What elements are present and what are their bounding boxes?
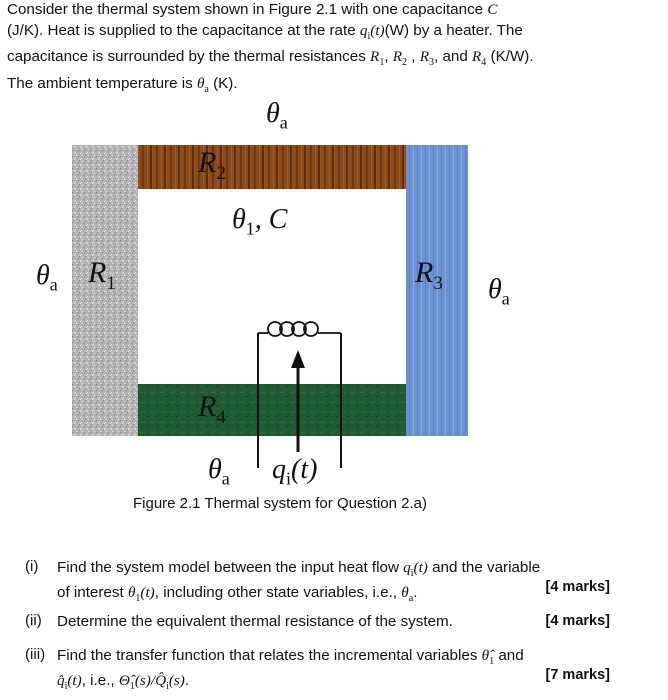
marks-badge: [4 marks] (545, 613, 610, 629)
question-number: (iii) (25, 646, 46, 663)
bottom-wall-r4 (138, 384, 406, 436)
heat-flow-arrowhead (291, 350, 305, 368)
question-number: (i) (25, 558, 39, 575)
intro-text-6: (K/W). (490, 48, 534, 66)
top-wall-r2 (138, 145, 406, 189)
question-iii (0, 646, 640, 693)
heat-rate-symbol: $q_i(t)$ (359, 21, 385, 42)
r1-symbol: $R_1$ (370, 48, 385, 69)
r3-symbol: $R_3$ (419, 48, 434, 69)
heat-input-label: $q_i(t)$ (272, 454, 318, 489)
theta-a-bottom: $\theta_a$ (208, 454, 230, 489)
intro-text-1: Consider the thermal system shown in Figure 2.1 with one capacitance (7, 1, 484, 18)
theta-a-top: $\theta_a$ (266, 98, 288, 133)
r3-label: $R_3$ (415, 256, 443, 294)
heater-coil-icon (258, 322, 341, 336)
question-number: (ii) (25, 612, 42, 629)
intro-text-4: capacitance is surrounded by the thermal resistances (7, 48, 366, 66)
ambient-symbol: $\theta_a$ (196, 74, 209, 95)
r4-label: $R_4$ (198, 390, 226, 428)
marks-badge: [4 marks] (545, 579, 610, 595)
capacitance-symbol: C (487, 1, 498, 18)
r2-symbol: $R_2$ (392, 48, 408, 69)
r2-label: $R_2$ (198, 146, 226, 184)
figure-caption: Figure 2.1 Thermal system for Question 2.a) (132, 495, 427, 512)
node-theta1-c: $\theta_1$, C (232, 204, 288, 239)
marks-badge: [7 marks] (545, 667, 610, 683)
question-ii (0, 612, 640, 634)
question-i (0, 558, 640, 605)
theta-a-right: $\theta_a$ (488, 274, 510, 309)
intro-text-7: The ambient temperature is (7, 74, 193, 92)
intro-paragraph: Consider the thermal system shown in Figure 2.1 with one capacitance C (J/K). Heat is supplied to the capacitance at the rate $q_i(t)(W)$ by a heater. The capacitance is surrounded by the thermal resistances $R_1$, $R_2$ , $R_3$, and $R_4$ (K/W). The ambient temperature is $\theta_a$ (K). (7, 1, 534, 95)
question-text: Determine the equivalent thermal resistance of the system. (57, 613, 453, 630)
theta-a-left: $\theta_a$ (36, 260, 58, 295)
question-text: Find the transfer function that relates the incremental variables $\thetâ_1$ and $q̂_i(t)$, i.e., $\Thetâ_1(s)/Q̂_i(s)$. (57, 647, 524, 693)
intro-text-8: (K). (213, 74, 238, 92)
r4-symbol: $R_4$ (472, 48, 487, 69)
r1-label: $R_1$ (88, 256, 116, 294)
question-text: Find the system model between the input heat flow $q_i(t)$ and the variable of interest $\theta_1(t)$, including other state variables, i.e., $\theta_a$. (57, 559, 541, 605)
intro-text-3: (W) by a heater. The (384, 21, 523, 39)
intro-text-2: (J/K). Heat is supplied to the capacitance at the rate (7, 21, 356, 39)
